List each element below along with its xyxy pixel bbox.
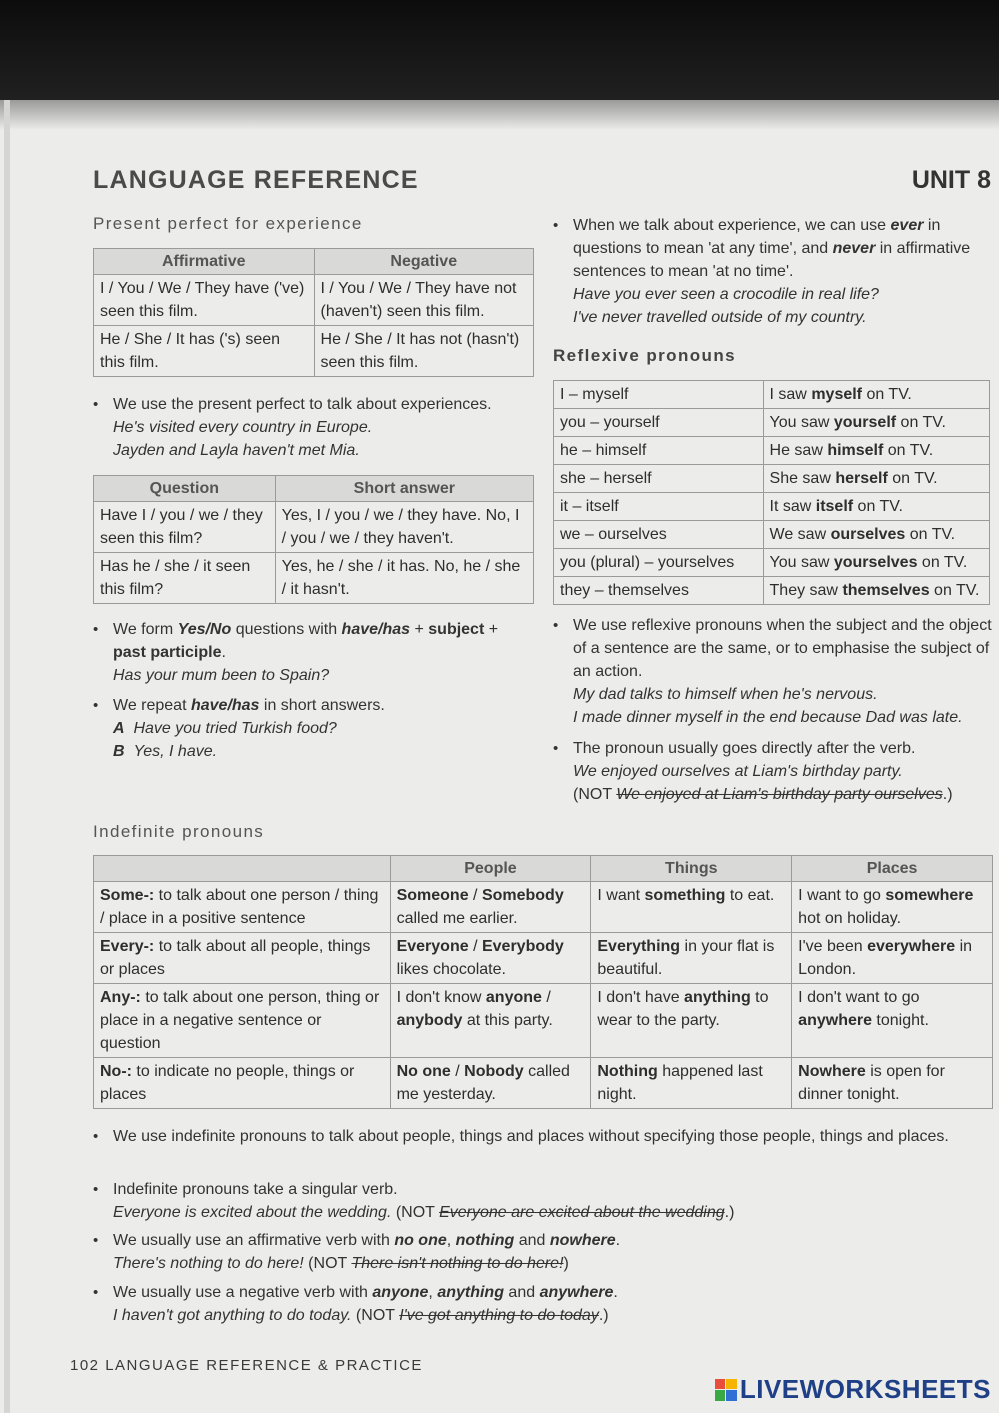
keyword: no one: [394, 1232, 447, 1249]
text: called me earlier.: [396, 910, 518, 927]
keyword: itself: [815, 498, 854, 515]
keyword: Everyone: [396, 938, 469, 955]
text: happened last night.: [597, 1063, 763, 1103]
text: in short answers.: [259, 697, 385, 714]
table-row: [554, 577, 990, 605]
logo-tile: [726, 1390, 737, 1401]
table-row: [94, 1058, 993, 1109]
text: and: [514, 1232, 550, 1249]
text: He saw: [769, 442, 828, 459]
table-row: [554, 437, 990, 465]
text: I don't know: [396, 989, 486, 1006]
example-cell: [763, 549, 989, 577]
text: /: [541, 989, 551, 1006]
keyword: Somebody: [481, 887, 564, 904]
prefix: Some-:: [100, 887, 155, 904]
example-cell: [763, 409, 989, 437]
keyword: anywhere: [798, 1012, 872, 1029]
table-row: [94, 326, 534, 377]
indefinite-pronouns-table: [93, 855, 993, 1109]
keyword: subject: [428, 621, 485, 638]
text: When we talk about experience, we can use: [573, 217, 891, 234]
bullet-text: We use indefinite pronouns to talk about people, things and places without specifying those people, things and places.: [113, 1128, 949, 1145]
page-footer: [70, 1357, 423, 1374]
example-line: [93, 1252, 973, 1275]
text: ,: [428, 1284, 438, 1301]
places-cell: [792, 1058, 993, 1109]
keyword: something: [644, 887, 726, 904]
table-row: [94, 933, 993, 984]
speaker-label: B: [113, 743, 125, 760]
table-row: [554, 493, 990, 521]
text: tonight.: [871, 1012, 929, 1029]
text: They saw: [769, 582, 843, 599]
text: ,: [446, 1232, 456, 1249]
table-row: [554, 381, 990, 409]
keyword: Everything: [597, 938, 681, 955]
keyword: Everybody: [481, 938, 564, 955]
table-cell: Have I / you / we / they seen this film?: [94, 502, 276, 553]
struck-text: I've got anything to do today: [399, 1307, 599, 1324]
table-header: Things: [591, 856, 792, 882]
table-header: People: [390, 856, 591, 882]
keyword: nowhere: [549, 1232, 616, 1249]
table-header: Affirmative: [94, 249, 315, 275]
text: to indicate no people, things or places: [100, 1063, 355, 1103]
keyword: ever: [890, 217, 924, 234]
keyword: themselves: [842, 582, 930, 599]
text: You saw: [769, 414, 834, 431]
text: ): [563, 1255, 569, 1272]
example-sentence: Has your mum been to Spain?: [113, 667, 330, 684]
prefix: No-:: [100, 1063, 132, 1080]
text: /: [450, 1063, 465, 1080]
unit-label: UNIT 8: [911, 166, 991, 194]
section-heading-indefinite: Indefinite pronouns: [93, 822, 265, 841]
page-shadow: [0, 100, 999, 130]
keyword: No one: [396, 1063, 451, 1080]
text: to talk about one person / thing / place in a positive sentence: [100, 887, 379, 927]
keyword: myself: [811, 386, 863, 403]
affirmative-negative-table: [93, 248, 534, 377]
bullet-text: The pronoun usually goes directly after the verb.: [573, 740, 916, 757]
bullet-indefinite-use: • We use indefinite pronouns to talk about people, things and places without specifying those people, things and places.: [93, 1125, 973, 1148]
text: We form: [113, 621, 178, 638]
pronoun-cell: he – himself: [554, 437, 764, 465]
text: .: [221, 644, 226, 661]
text: .): [598, 1307, 609, 1324]
pronoun-cell: you – yourself: [554, 409, 764, 437]
bullet-reflexive-use: • We use reflexive pronouns when the subject and the object of a sentence are the same, or to emphasise the subject of an action. My dad talks to himself when he's nervous. I made dinner myself in the end because Dad was late.: [553, 614, 993, 729]
text: I saw: [769, 386, 812, 403]
keyword: ourselves: [830, 526, 906, 543]
bullet-text: [113, 694, 385, 717]
text: (NOT: [351, 1307, 400, 1324]
keyword: somewhere: [885, 887, 974, 904]
rule-cell: [94, 984, 391, 1058]
bullet-ever-never: • When we talk about experience, we can use ever in questions to mean 'at any time', and never in affirmative sentences to mean 'at no time'. Have you ever seen a crocodile in real life? I've never travelled outside of my country.: [553, 214, 973, 329]
keyword: anything: [437, 1284, 504, 1301]
section-heading-reflexive: Reflexive pronouns: [553, 346, 736, 365]
example-cell: [763, 381, 989, 409]
keyword: nothing: [455, 1232, 515, 1249]
text: +: [410, 621, 429, 638]
pronoun-cell: you (plural) – yourselves: [554, 549, 764, 577]
text: on TV.: [929, 582, 980, 599]
table-header: Places: [792, 856, 993, 882]
keyword: anyone: [372, 1284, 429, 1301]
people-cell: [390, 984, 591, 1058]
keyword: Nothing: [597, 1063, 658, 1080]
example-sentence: My dad talks to himself when he's nervous.: [573, 686, 878, 703]
keyword: anybody: [396, 1012, 463, 1029]
text: We usually use a negative verb with: [113, 1284, 373, 1301]
bullet-reflexive-position: • The pronoun usually goes directly after the verb. We enjoyed ourselves at Liam's birthday party. (NOT We enjoyed at Liam's birthday party ourselves.): [553, 737, 993, 806]
table-row: [554, 521, 990, 549]
text: We usually use an affirmative verb with: [113, 1232, 395, 1249]
table-cell: He / She / It has not (hasn't) seen this film.: [314, 326, 533, 377]
example-sentence: Have you ever seen a crocodile in real life?: [573, 286, 879, 303]
text: on TV.: [887, 470, 938, 487]
text: to talk about one person, thing or place in a negative sentence or question: [100, 989, 380, 1052]
pronoun-cell: it – itself: [554, 493, 764, 521]
keyword: anywhere: [539, 1284, 614, 1301]
table-row: [554, 549, 990, 577]
text: I want to go: [798, 887, 886, 904]
scan-background: [0, 0, 999, 100]
keyword: have/has: [341, 621, 411, 638]
pronoun-cell: I – myself: [554, 381, 764, 409]
text: .): [942, 786, 953, 803]
page-number: 102: [70, 1357, 100, 1374]
pronoun-cell: she – herself: [554, 465, 764, 493]
bullet-text: [113, 1229, 620, 1252]
text: .): [724, 1204, 735, 1221]
text: .: [615, 1232, 621, 1249]
example-cell: [763, 577, 989, 605]
bullet-yes-no-questions: • We form Yes/No questions with have/has + subject + past participle. Has your mum been to Spain?: [93, 618, 533, 687]
brand-name: LIVEWORKSHEETS: [739, 1374, 991, 1404]
text: on TV.: [905, 526, 956, 543]
text: We saw: [769, 526, 831, 543]
text: on TV.: [862, 386, 912, 403]
struck-text: Everyone are excited about the wedding: [439, 1204, 725, 1221]
text: in questions to mean 'at any time', and: [573, 217, 941, 257]
text: (NOT: [573, 786, 617, 803]
keyword: yourself: [833, 414, 897, 431]
text: to eat.: [725, 887, 775, 904]
text: I've been: [798, 938, 868, 955]
pronoun-cell: they – themselves: [554, 577, 764, 605]
people-cell: [390, 933, 591, 984]
rule-cell: [94, 1058, 391, 1109]
text: /: [468, 887, 482, 904]
example-line: [93, 1304, 973, 1327]
text: You saw: [769, 554, 834, 571]
page-binding-edge: [4, 100, 10, 1413]
text: I want: [597, 887, 645, 904]
keyword: Nobody: [464, 1063, 524, 1080]
bullet-negative-verb: • We usually use a negative verb with anyone, anything and anywhere. I haven't got anything to do today. (NOT I've got anything to do today.): [93, 1281, 973, 1327]
table-row: [554, 465, 990, 493]
keyword: herself: [835, 470, 888, 487]
text: (NOT: [303, 1255, 352, 1272]
text: I don't have: [597, 989, 685, 1006]
text: on TV.: [917, 554, 968, 571]
text: to wear to the party.: [597, 989, 769, 1029]
text: questions with: [231, 621, 342, 638]
text: hot on holiday.: [798, 910, 902, 927]
struck-text: There isn't nothing to do here!: [351, 1255, 564, 1272]
table-row: [554, 409, 990, 437]
text: .: [613, 1284, 618, 1301]
page-title: LANGUAGE REFERENCE: [93, 166, 419, 194]
text: We repeat: [113, 697, 191, 714]
logo-grid-icon: [715, 1379, 737, 1401]
people-cell: [390, 882, 591, 933]
text: in your flat is beautiful.: [597, 938, 775, 978]
keyword: anyone: [485, 989, 542, 1006]
text: to talk about all people, things or places: [100, 938, 371, 978]
table-header: Question: [94, 476, 276, 502]
bullet-short-answers: • We repeat have/has in short answers. A Have you tried Turkish food? B Yes, I have.: [93, 694, 533, 763]
example-sentence: There's nothing to do here!: [113, 1255, 304, 1272]
places-cell: [792, 984, 993, 1058]
keyword: past participle: [113, 644, 222, 661]
reflexive-pronouns-table: [553, 380, 990, 605]
example-cell: [763, 521, 989, 549]
table-cell: I / You / We / They have not (haven't) seen this film.: [314, 275, 533, 326]
table-row: [94, 502, 534, 553]
question-short-answer-table: [93, 475, 534, 604]
text: likes chocolate.: [396, 961, 506, 978]
table-cell: Yes, he / she / it has. No, he / she / it hasn't.: [275, 553, 533, 604]
pronoun-cell: we – ourselves: [554, 521, 764, 549]
keyword: Nowhere: [798, 1063, 866, 1080]
example-cell: [763, 493, 989, 521]
bullet-text: We use reflexive pronouns when the subject and the object of a sentence are the same, or to emphasise the subject of an action.: [573, 617, 992, 680]
text: on TV.: [896, 414, 946, 431]
table-cell: Yes, I / you / we / they have. No, I / you / we / they haven't.: [275, 502, 533, 553]
table-header: Short answer: [275, 476, 533, 502]
keyword: never: [832, 240, 876, 257]
example-cell: [763, 437, 989, 465]
table-row: [94, 882, 993, 933]
bullet-affirmative-verb: • We usually use an affirmative verb with no one, nothing and nowhere. There's nothing to do here! (NOT There isn't nothing to do here!): [93, 1229, 973, 1275]
example-sentence: Everyone is excited about the wedding.: [113, 1204, 392, 1221]
example-sentence: Jayden and Layla haven't met Mia.: [113, 442, 360, 459]
text: is open for dinner tonight.: [798, 1063, 945, 1103]
table-row: [94, 553, 534, 604]
keyword: Someone: [396, 887, 469, 904]
bullet-text: [113, 618, 533, 664]
text: She saw: [769, 470, 836, 487]
text: called me yesterday.: [396, 1063, 570, 1103]
speaker-label: A: [113, 720, 125, 737]
table-header: Negative: [314, 249, 533, 275]
keyword: have/has: [190, 697, 260, 714]
people-cell: [390, 1058, 591, 1109]
logo-tile: [726, 1379, 737, 1390]
keyword: anything: [684, 989, 751, 1006]
keyword: himself: [827, 442, 884, 459]
things-cell: [591, 984, 792, 1058]
text: +: [484, 621, 499, 638]
rule-cell: [94, 882, 391, 933]
text: in affirmative sentences to mean 'at no time'.: [573, 240, 971, 280]
text: on TV.: [853, 498, 903, 515]
example-line: [93, 1201, 973, 1224]
bullet-text: Indefinite pronouns take a singular verb.: [113, 1181, 398, 1198]
example-sentence: I made dinner myself in the end because Dad was late.: [573, 709, 963, 726]
things-cell: [591, 1058, 792, 1109]
table-cell: I / You / We / They have ('ve) seen this film.: [94, 275, 315, 326]
example-sentence: I haven't got anything to do today.: [113, 1307, 352, 1324]
prefix: Any-:: [100, 989, 141, 1006]
text: on TV.: [883, 442, 934, 459]
text: /: [468, 938, 482, 955]
bullet-singular-verb: • Indefinite pronouns take a singular verb. Everyone is excited about the wedding. (NOT Everyone are excited about the wedding.): [93, 1178, 973, 1224]
bullet-text: [113, 1281, 618, 1304]
section-heading-present-perfect: Present perfect for experience: [93, 214, 363, 233]
text: (NOT: [391, 1204, 440, 1221]
prefix: Every-:: [100, 938, 155, 955]
liveworksheets-logo[interactable]: [715, 1374, 991, 1405]
bullet-text: [573, 214, 973, 283]
table-row: [94, 984, 993, 1058]
keyword: Yes/No: [177, 621, 232, 638]
keyword: everywhere: [867, 938, 956, 955]
rule-cell: [94, 933, 391, 984]
places-cell: [792, 882, 993, 933]
struck-text: We enjoyed at Liam's birthday party ourselves: [616, 786, 943, 803]
dialogue-text: Yes, I have.: [133, 743, 218, 760]
things-cell: [591, 933, 792, 984]
example-sentence: He's visited every country in Europe.: [113, 419, 373, 436]
bullet-text: We use the present perfect to talk about experiences.: [113, 396, 492, 413]
text: at this party.: [462, 1012, 553, 1029]
dialogue-line-a: [93, 717, 533, 740]
table-cell: He / She / It has ('s) seen this film.: [94, 326, 315, 377]
bullet-present-perfect-use: • We use the present perfect to talk about experiences. He's visited every country in Europe. Jayden and Layla haven't met Mia.: [93, 393, 538, 462]
text: and: [503, 1284, 540, 1301]
incorrect-example: [553, 783, 993, 806]
text: in London.: [798, 938, 973, 978]
logo-tile: [715, 1390, 726, 1401]
places-cell: [792, 933, 993, 984]
table-header: [94, 856, 391, 882]
footer-text: LANGUAGE REFERENCE & PRACTICE: [105, 1357, 423, 1374]
dialogue-line-b: [93, 740, 533, 763]
text: It saw: [769, 498, 816, 515]
example-sentence: I've never travelled outside of my country.: [573, 309, 867, 326]
things-cell: [591, 882, 792, 933]
table-cell: Has he / she / it seen this film?: [94, 553, 276, 604]
keyword: yourselves: [833, 554, 918, 571]
table-row: [94, 275, 534, 326]
text: I don't want to go: [798, 989, 920, 1006]
example-sentence: We enjoyed ourselves at Liam's birthday party.: [573, 763, 903, 780]
logo-tile: [715, 1379, 726, 1390]
example-cell: [763, 465, 989, 493]
dialogue-text: Have you tried Turkish food?: [133, 720, 337, 737]
